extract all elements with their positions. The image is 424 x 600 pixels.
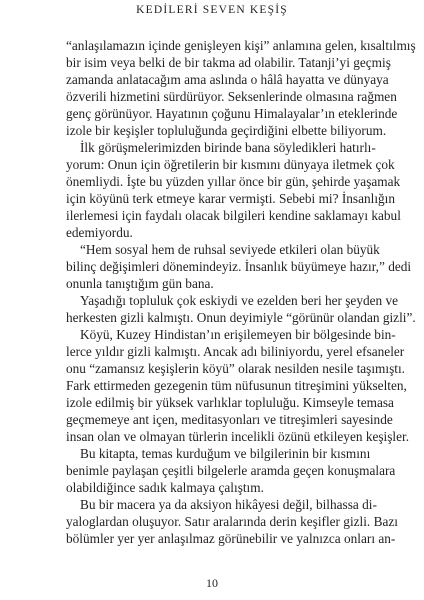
text-line: onunla tanıştığım gün bana. bbox=[66, 276, 214, 291]
text-line: genç görünüyor. Hayatının çoğunu Himalayalar’ın eteklerinde bbox=[66, 106, 398, 121]
text-line: edemiyordu. bbox=[66, 225, 133, 240]
paragraph bbox=[66, 241, 412, 292]
text-line: herkesten gizli kalmıştı. Onun deyimiyle “görünür olandan gizli”. bbox=[66, 310, 416, 325]
text-line: bilinç değişimleri dönemindeyiz. İnsanlık büyümeye hazır,” dedi bbox=[66, 259, 412, 274]
paragraph bbox=[66, 496, 398, 547]
text-line: bir isim veya belki de bir takma ad olabilir. Tatanji’yi geçmiş bbox=[66, 55, 391, 70]
text-line: “anlaşılamazın içinde genişleyen kişi” anlamına gelen, kısaltılmış bbox=[66, 38, 416, 53]
running-header: KEDİLERİ SEVEN KEŞİŞ bbox=[136, 4, 288, 16]
text-line: önemliydi. İşte bu yüzden yıllar önce bir gün, şehirde yaşamak bbox=[66, 174, 401, 189]
text-line: Bu kitapta, temas kurduğum ve bilgilerinin bir kısmını bbox=[80, 446, 371, 461]
paragraph bbox=[66, 292, 416, 326]
text-line: yorum: Onun için öğretilerin bir kısmını dünyaya iletmek çok bbox=[66, 157, 395, 172]
text-line: benimle paylaşan çeşitli bilgelerle aramda geçen konuşmalara bbox=[66, 463, 396, 478]
text-line: yaloglardan oluşuyor. Satır aralarında derin keşifler gizli. Bazı bbox=[66, 514, 398, 529]
paragraph bbox=[66, 139, 401, 241]
paragraph bbox=[66, 445, 396, 496]
page-number: 10 bbox=[206, 576, 218, 590]
paragraph bbox=[66, 326, 410, 445]
text-line: geçmemeye ant içen, meditasyonları ve titreşimleri sayesinde bbox=[66, 412, 393, 427]
text-line: İlk görüşmelerimizden birinde bana söyledikleri hatırlı- bbox=[80, 140, 376, 155]
text-line: Fark ettirmeden gezegenin tüm nüfusunun titreşimini yükselten, bbox=[66, 378, 407, 393]
text-line: Köyü, Kuzey Hindistan’ın erişilemeyen bir bölgesinde bin- bbox=[80, 327, 396, 342]
text-line: Bu bir macera ya da aksiyon hikâyesi değil, bilhassa di- bbox=[80, 497, 377, 512]
text-line: için köyünü terk etmeye karar vermişti. Sebebi mi? İnsanlığın bbox=[66, 191, 396, 206]
text-line: ilerlemesi için faydalı olacak bilgileri kendine saklamayı kabul bbox=[66, 208, 401, 223]
text-line: izole edilmiş bir yüksek varlıklar topluluğu. Kimseyle temasa bbox=[66, 395, 394, 410]
text-line: izole bir keşişler topluluğunda geçirdiğini elbette biliyorum. bbox=[66, 123, 387, 138]
text-line: “Hem sosyal hem de ruhsal seviyede etkileri olan büyük bbox=[80, 242, 380, 257]
text-line: olabildiğince sadık kalmaya çalıştım. bbox=[66, 480, 264, 495]
text-line: zamanda anlatacağım ama aslında o hâlâ hayatta ve dünyaya bbox=[66, 72, 389, 87]
text-line: Yaşadığı topluluk çok eskiydi ve ezelden beri her şeyden ve bbox=[80, 293, 399, 308]
text-line: bölümler yer yer anlaşılmaz görünebilir ve yalnızca onları an- bbox=[66, 531, 396, 546]
body-text bbox=[66, 37, 416, 547]
text-line: insan olan ve olmayan türlerin incelikli özünü etkileyen keşişler. bbox=[66, 429, 410, 444]
text-line: özverili hizmetini sürdürüyor. Seksenlerinde olmasına rağmen bbox=[66, 89, 397, 104]
paragraph bbox=[66, 37, 416, 139]
text-line: lerce yıldır gizli kalmıştı. Ancak adı biliniyordu, yerel efsaneler bbox=[66, 344, 405, 359]
text-line: onu “zamansız keşişlerin köyü” olarak nesilden nesile taşımıştı. bbox=[66, 361, 405, 376]
